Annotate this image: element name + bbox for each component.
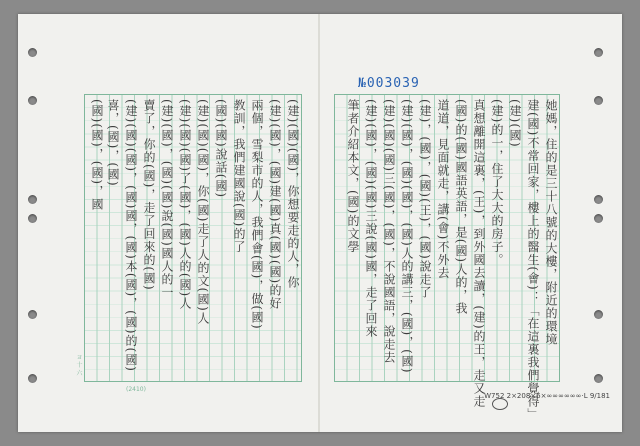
manuscript-column: 喜，(國)，(國) [106, 99, 120, 187]
manuscript-column: (建)(國)，(國)(國)說(國)國人的一 [160, 99, 174, 299]
manuscript-column: 筆者介紹本文，(國)的文學 [346, 99, 360, 254]
manuscript-column: (國)的(國)國語英語，是(國)人的，我 [454, 99, 468, 316]
binding-hole [594, 48, 603, 57]
manuscript-column: 真想離開這裏，(王)，到外國去讀，(建)的王，走又走 [472, 99, 486, 408]
binding-hole [594, 374, 603, 383]
binding-hole [28, 48, 37, 57]
binding-hole [594, 96, 603, 105]
manuscript-column: (建)的一，住了大大的房子。 [490, 99, 504, 267]
manuscript-column: (建)(國) [508, 99, 522, 148]
margin-mark: ヨ 十 六 [75, 354, 82, 376]
binding-hole [594, 214, 603, 223]
manuscript-column: (建)(國)，(國)(國)，(國)人的講三，(國)，(國) [400, 99, 414, 374]
manuscript-column: (建)(國)，(國)建(國)真(國)(國)的好 [268, 99, 282, 311]
manuscript-sheet [18, 14, 622, 432]
printer-mark: (2410) [126, 386, 146, 393]
manuscript-column: (建)(國)(國)，你想要走的人，你 [286, 99, 300, 290]
binding-hole [28, 374, 37, 383]
manuscript-column: (建)(國)，(國)(國)三說(國)國，走了回來 [364, 99, 378, 338]
manuscript-column: 教訓，我們建國說(國)的了 [232, 99, 246, 254]
manuscript-column: (建)(國)(國)三(國)，(國)，不說國語，說走去 [382, 99, 396, 364]
left-manuscript-grid [84, 94, 302, 382]
manuscript-column: (建)(國)(國)了(國)，(國)人的(國)人 [178, 99, 192, 311]
manuscript-column: (建)，(國)，(國)(王)，(國)說走了 [418, 99, 432, 299]
binding-hole [28, 96, 37, 105]
manuscript-column: 她媽，住的是三十八號的大樓，附近的環境 [544, 99, 558, 346]
archive-stamp: W752 2×208×6×∞∞∞∞∞∞·L 9/181 [484, 392, 610, 400]
manuscript-column: (國)(國)，(國)，國 [90, 99, 104, 212]
manuscript-column: (國)(國)說話(國) [214, 99, 228, 199]
manuscript-column: 道道，見面就走，講(會)不外去 [436, 99, 450, 280]
document-number: №003039 [358, 76, 420, 91]
manuscript-column: 兩個，雪梨市的人，我們會(國)，做(國) [250, 99, 264, 330]
binding-hole [594, 195, 603, 204]
binding-hole [594, 310, 603, 319]
binding-hole [28, 310, 37, 319]
page-fold [318, 14, 320, 432]
binding-hole [28, 195, 37, 204]
manuscript-column: (建)(國)(國)，(國)國，(國)本(國)，(國)的(國) [124, 99, 138, 372]
manuscript-column: (建)(國)(國)，你(國)走了人的文(國)人 [196, 99, 210, 325]
manuscript-column: 賣了，你的(國)，走了回來的(國) [142, 99, 156, 291]
binding-hole [28, 214, 37, 223]
manuscript-column: 建(國)不常回家，樓上的醫生(會)：「在這裏我們覺得」 [526, 99, 540, 421]
